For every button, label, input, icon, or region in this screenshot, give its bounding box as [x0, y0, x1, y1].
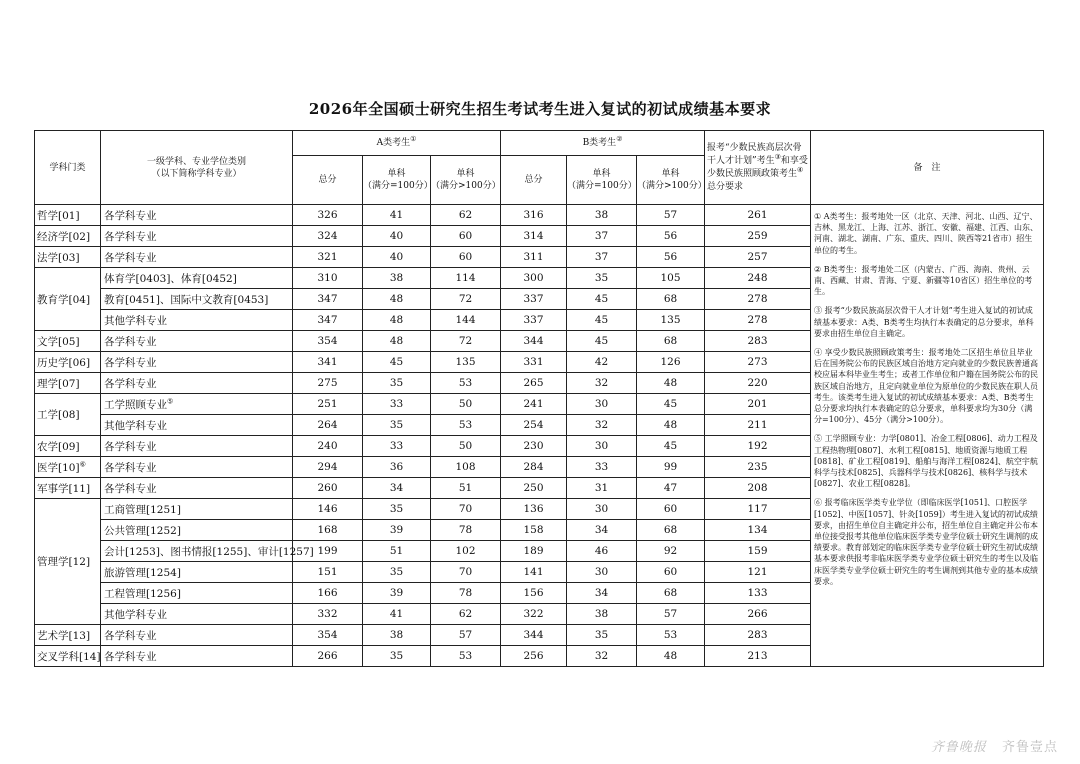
page-title: 2026年全国硕士研究生招生考试考生进入复试的初试成绩基本要求: [308, 100, 772, 118]
b-single-100-cell: 32: [567, 415, 637, 436]
a-single-100-cell: 41: [363, 205, 431, 226]
b-single-gt100-cell: 45: [637, 394, 705, 415]
b-total-cell: 337: [501, 289, 567, 310]
b-single-gt100-cell: 99: [637, 457, 705, 478]
discipline-cell: 军事学[11]: [35, 478, 101, 499]
a-single-100-cell: 48: [363, 331, 431, 352]
header-remarks: 备 注: [811, 131, 1044, 205]
b-total-cell: 230: [501, 436, 567, 457]
b-total-cell: 265: [501, 373, 567, 394]
a-total-cell: 332: [293, 604, 363, 625]
b-total-cell: 314: [501, 226, 567, 247]
b-total-cell: 344: [501, 331, 567, 352]
b-total-cell: 250: [501, 478, 567, 499]
b-total-cell: 136: [501, 499, 567, 520]
subject-cell: 各学科专业: [101, 625, 293, 646]
watermark-brand: 齐鲁壹点: [1001, 740, 1058, 755]
special-total-cell: 261: [705, 205, 811, 226]
b-total-cell: 322: [501, 604, 567, 625]
header-discipline: 学科门类: [35, 131, 101, 205]
header-special: 报考“少数民族高层次骨干人才计划”考生③和享受少数民族照顾政策考生④总分要求: [705, 131, 811, 205]
discipline-cell: 农学[09]: [35, 436, 101, 457]
b-single-gt100-cell: 68: [637, 520, 705, 541]
b-single-gt100-cell: 53: [637, 625, 705, 646]
b-single-gt100-cell: 60: [637, 499, 705, 520]
a-single-gt100-cell: 70: [431, 562, 501, 583]
a-single-gt100-cell: 50: [431, 436, 501, 457]
subject-cell: 各学科专业: [101, 247, 293, 268]
special-total-cell: 117: [705, 499, 811, 520]
b-single-gt100-cell: 56: [637, 226, 705, 247]
a-single-gt100-cell: 114: [431, 268, 501, 289]
a-single-gt100-cell: 53: [431, 373, 501, 394]
b-single-gt100-cell: 68: [637, 331, 705, 352]
a-single-100-cell: 39: [363, 520, 431, 541]
b-single-gt100-cell: 48: [637, 415, 705, 436]
subject-cell: 工学照顾专业⑤: [101, 394, 293, 415]
b-single-gt100-cell: 45: [637, 436, 705, 457]
header-b-single-100: 单科 （满分=100分）: [567, 156, 637, 205]
subject-cell: 会计[1253]、图书情报[1255]、审计[1257]: [101, 541, 293, 562]
a-single-100-cell: 35: [363, 562, 431, 583]
a-single-100-cell: 38: [363, 625, 431, 646]
a-single-100-cell: 35: [363, 415, 431, 436]
subject-cell: 工商管理[1251]: [101, 499, 293, 520]
subject-cell: 旅游管理[1254]: [101, 562, 293, 583]
a-total-cell: 347: [293, 310, 363, 331]
b-single-gt100-cell: 48: [637, 373, 705, 394]
subject-cell: 各学科专业: [101, 436, 293, 457]
a-single-gt100-cell: 51: [431, 478, 501, 499]
a-single-100-cell: 35: [363, 499, 431, 520]
discipline-cell: 工学[08]: [35, 394, 101, 436]
special-total-cell: 201: [705, 394, 811, 415]
special-total-cell: 192: [705, 436, 811, 457]
special-total-cell: 213: [705, 646, 811, 667]
b-single-100-cell: 45: [567, 289, 637, 310]
a-single-gt100-cell: 78: [431, 583, 501, 604]
a-total-cell: 310: [293, 268, 363, 289]
a-total-cell: 240: [293, 436, 363, 457]
a-total-cell: 260: [293, 478, 363, 499]
discipline-cell: 管理学[12]: [35, 499, 101, 625]
a-single-100-cell: 36: [363, 457, 431, 478]
a-single-100-cell: 38: [363, 268, 431, 289]
b-single-100-cell: 37: [567, 247, 637, 268]
a-single-gt100-cell: 62: [431, 205, 501, 226]
header-subject: 一级学科、专业学位类别 （以下简称学科专业）: [101, 131, 293, 205]
a-single-gt100-cell: 53: [431, 646, 501, 667]
special-total-cell: 134: [705, 520, 811, 541]
subject-cell: 各学科专业: [101, 373, 293, 394]
b-single-100-cell: 33: [567, 457, 637, 478]
special-total-cell: 208: [705, 478, 811, 499]
a-single-100-cell: 48: [363, 289, 431, 310]
a-single-100-cell: 34: [363, 478, 431, 499]
b-single-100-cell: 37: [567, 226, 637, 247]
a-single-100-cell: 33: [363, 394, 431, 415]
a-single-gt100-cell: 78: [431, 520, 501, 541]
a-single-gt100-cell: 57: [431, 625, 501, 646]
a-single-100-cell: 40: [363, 226, 431, 247]
discipline-cell: 文学[05]: [35, 331, 101, 352]
subject-cell: 其他学科专业: [101, 604, 293, 625]
b-single-gt100-cell: 126: [637, 352, 705, 373]
a-single-100-cell: 39: [363, 583, 431, 604]
b-single-gt100-cell: 47: [637, 478, 705, 499]
a-single-gt100-cell: 72: [431, 289, 501, 310]
b-total-cell: 337: [501, 310, 567, 331]
subject-cell: 各学科专业: [101, 478, 293, 499]
discipline-cell: 历史学[06]: [35, 352, 101, 373]
a-total-cell: 146: [293, 499, 363, 520]
subject-cell: 体育学[0403]、体育[0452]: [101, 268, 293, 289]
note-6: ⑥ 报考临床医学类专业学位（即临床医学[1051]、口腔医学[1052]、中医[1057]、针灸[1059]）考生进入复试的初试成绩要求，由招生单位自主确定并公布，招生单位自主确定并公布本单位接受报考其他单位临床医学类专业学位硕士研究生调剂的成绩要求。教育部划定的临床医学类专业学位硕士研究生初试成绩基本要求供报考非临床医学类专业学位硕士研究生的考生以及临床医学类专业学位硕士研究生的考生调剂到其他专业的基本成绩要求。: [814, 498, 1039, 586]
a-total-cell: 321: [293, 247, 363, 268]
a-single-100-cell: 51: [363, 541, 431, 562]
b-single-gt100-cell: 48: [637, 646, 705, 667]
subject-cell: 其他学科专业: [101, 310, 293, 331]
a-total-cell: 341: [293, 352, 363, 373]
a-single-gt100-cell: 102: [431, 541, 501, 562]
b-single-100-cell: 46: [567, 541, 637, 562]
header-b-total: 总分: [501, 156, 567, 205]
a-single-gt100-cell: 72: [431, 331, 501, 352]
b-single-100-cell: 30: [567, 436, 637, 457]
discipline-cell: 教育学[04]: [35, 268, 101, 331]
subject-cell: 工程管理[1256]: [101, 583, 293, 604]
a-single-gt100-cell: 108: [431, 457, 501, 478]
note-1: ① A类考生：报考地处一区（北京、天津、河北、山西、辽宁、吉林、黑龙江、上海、江苏、浙江、安徽、福建、江西、山东、河南、湖北、湖南、广东、重庆、四川、陕西等21省市）招生单位的考生。: [814, 212, 1039, 255]
b-total-cell: 254: [501, 415, 567, 436]
a-single-gt100-cell: 70: [431, 499, 501, 520]
note-2: ② B类考生：报考地处二区（内蒙古、广西、海南、贵州、云南、西藏、甘肃、青海、宁夏、新疆等10省区）招生单位的考生。: [814, 264, 1033, 297]
note-4: ④ 享受少数民族照顾政策考生：报考地处二区招生单位且毕业后在国务院公布的民族区域自治地方定向就业的少数民族普通高校应届本科毕业生考生；或者工作单位和户籍在国务院公布的民族区域自治地方，且定向就业单位为原单位的少数民族在职人员考生。该类考生进入复试的初试成绩基本要求：A类、B类考生总分要求均执行本表确定的总分要求，单科要求均为30分（满分=100分）、45分（满分>100分）。: [814, 348, 1039, 425]
b-total-cell: 300: [501, 268, 567, 289]
a-total-cell: 326: [293, 205, 363, 226]
b-total-cell: 344: [501, 625, 567, 646]
special-total-cell: 220: [705, 373, 811, 394]
a-single-gt100-cell: 60: [431, 226, 501, 247]
b-single-gt100-cell: 57: [637, 604, 705, 625]
a-total-cell: 324: [293, 226, 363, 247]
special-total-cell: 257: [705, 247, 811, 268]
b-total-cell: 189: [501, 541, 567, 562]
special-total-cell: 121: [705, 562, 811, 583]
discipline-cell: 交叉学科[14]: [35, 646, 101, 667]
special-total-cell: 278: [705, 310, 811, 331]
b-single-100-cell: 35: [567, 268, 637, 289]
b-total-cell: 311: [501, 247, 567, 268]
discipline-cell: 艺术学[13]: [35, 625, 101, 646]
a-total-cell: 166: [293, 583, 363, 604]
b-single-100-cell: 45: [567, 310, 637, 331]
note-3: ③ 报考“少数民族高层次骨干人才计划”考生进入复试的初试成绩基本要求：A类、B类考生均执行本表确定的总分要求，单科要求由招生单位自主确定。: [814, 306, 1034, 338]
b-single-100-cell: 38: [567, 604, 637, 625]
a-total-cell: 266: [293, 646, 363, 667]
a-total-cell: 151: [293, 562, 363, 583]
special-total-cell: 235: [705, 457, 811, 478]
b-single-100-cell: 34: [567, 583, 637, 604]
header-b-single-gt100: 单科 （满分>100分）: [637, 156, 705, 205]
subject-cell: 其他学科专业: [101, 415, 293, 436]
subject-cell: 各学科专业: [101, 331, 293, 352]
b-total-cell: 256: [501, 646, 567, 667]
a-single-100-cell: 35: [363, 373, 431, 394]
a-single-100-cell: 41: [363, 604, 431, 625]
a-single-gt100-cell: 60: [431, 247, 501, 268]
subject-cell: 各学科专业: [101, 646, 293, 667]
special-total-cell: 283: [705, 625, 811, 646]
score-requirements-table: [34, 130, 1044, 667]
header-a-total: 总分: [293, 156, 363, 205]
subject-cell: 各学科专业: [101, 205, 293, 226]
b-total-cell: 284: [501, 457, 567, 478]
a-single-100-cell: 40: [363, 247, 431, 268]
a-single-gt100-cell: 53: [431, 415, 501, 436]
subject-cell: 各学科专业: [101, 457, 293, 478]
discipline-cell: 法学[03]: [35, 247, 101, 268]
b-single-gt100-cell: 60: [637, 562, 705, 583]
b-single-100-cell: 30: [567, 394, 637, 415]
a-total-cell: 199: [293, 541, 363, 562]
a-total-cell: 275: [293, 373, 363, 394]
special-total-cell: 278: [705, 289, 811, 310]
b-single-gt100-cell: 56: [637, 247, 705, 268]
b-single-gt100-cell: 68: [637, 583, 705, 604]
table-row: [35, 205, 1044, 226]
b-total-cell: 241: [501, 394, 567, 415]
a-total-cell: 294: [293, 457, 363, 478]
b-single-gt100-cell: 57: [637, 205, 705, 226]
b-single-100-cell: 31: [567, 478, 637, 499]
a-total-cell: 168: [293, 520, 363, 541]
b-total-cell: 331: [501, 352, 567, 373]
a-total-cell: 347: [293, 289, 363, 310]
special-total-cell: 211: [705, 415, 811, 436]
a-total-cell: 354: [293, 625, 363, 646]
a-single-100-cell: 48: [363, 310, 431, 331]
header-b-class: B类考生②: [501, 131, 705, 156]
a-total-cell: 264: [293, 415, 363, 436]
a-total-cell: 251: [293, 394, 363, 415]
b-single-100-cell: 30: [567, 499, 637, 520]
header-a-single-100: 单科 （满分=100分）: [363, 156, 431, 205]
b-single-100-cell: 38: [567, 205, 637, 226]
header-a-single-gt100: 单科 （满分>100分）: [431, 156, 501, 205]
special-total-cell: 266: [705, 604, 811, 625]
b-single-100-cell: 32: [567, 646, 637, 667]
note-5: ⑤ 工学照顾专业：力学[0801]、冶金工程[0806]、动力工程及工程热物理[0807]、水利工程[0815]、地质资源与地质工程[0818]、矿业工程[0819]、船舶与海洋工程[0824]、航空宇航科学与技术[0825]、兵器科学与技术[0826]、核科学与技术[0827]、农业工程[0828]。: [814, 434, 1038, 489]
a-total-cell: 354: [293, 331, 363, 352]
b-total-cell: 316: [501, 205, 567, 226]
subject-cell: 各学科专业: [101, 352, 293, 373]
discipline-cell: 经济学[02]: [35, 226, 101, 247]
b-single-100-cell: 45: [567, 331, 637, 352]
remarks-cell: [811, 205, 1044, 667]
b-single-gt100-cell: 68: [637, 289, 705, 310]
header-a-class: A类考生①: [293, 131, 501, 156]
b-single-100-cell: 42: [567, 352, 637, 373]
watermark-logo: 齐鲁晚报: [930, 740, 987, 755]
subject-cell: 教育[0451]、国际中文教育[0453]: [101, 289, 293, 310]
special-total-cell: 248: [705, 268, 811, 289]
b-single-100-cell: 30: [567, 562, 637, 583]
b-single-gt100-cell: 105: [637, 268, 705, 289]
b-total-cell: 158: [501, 520, 567, 541]
a-single-gt100-cell: 144: [431, 310, 501, 331]
watermark: [931, 736, 1058, 755]
a-single-gt100-cell: 62: [431, 604, 501, 625]
a-single-100-cell: 35: [363, 646, 431, 667]
discipline-cell: 理学[07]: [35, 373, 101, 394]
b-single-gt100-cell: 92: [637, 541, 705, 562]
special-total-cell: 159: [705, 541, 811, 562]
b-single-gt100-cell: 135: [637, 310, 705, 331]
discipline-cell: 医学[10]⑥: [35, 457, 101, 478]
special-total-cell: 133: [705, 583, 811, 604]
subject-cell: 各学科专业: [101, 226, 293, 247]
b-single-100-cell: 34: [567, 520, 637, 541]
a-single-gt100-cell: 50: [431, 394, 501, 415]
a-single-100-cell: 45: [363, 352, 431, 373]
subject-cell: 公共管理[1252]: [101, 520, 293, 541]
a-single-100-cell: 33: [363, 436, 431, 457]
special-total-cell: 273: [705, 352, 811, 373]
a-single-gt100-cell: 135: [431, 352, 501, 373]
special-total-cell: 283: [705, 331, 811, 352]
b-total-cell: 156: [501, 583, 567, 604]
b-single-100-cell: 35: [567, 625, 637, 646]
special-total-cell: 259: [705, 226, 811, 247]
b-single-100-cell: 32: [567, 373, 637, 394]
discipline-cell: 哲学[01]: [35, 205, 101, 226]
b-total-cell: 141: [501, 562, 567, 583]
